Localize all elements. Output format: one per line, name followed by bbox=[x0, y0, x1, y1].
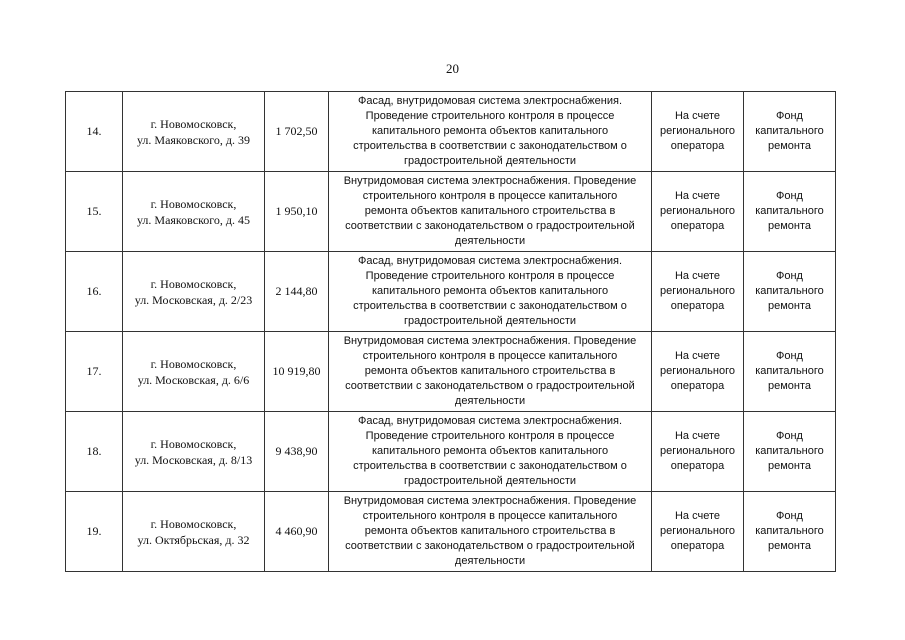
address-cell bbox=[123, 412, 265, 492]
account-line: оператора bbox=[670, 540, 725, 552]
work-type-line: Проведение строительного контроля в процессе bbox=[365, 270, 615, 282]
work-type-cell bbox=[329, 92, 652, 172]
address-line: г. Новомосковск, bbox=[150, 276, 237, 291]
account-line: оператора bbox=[670, 300, 725, 312]
funding-source-line: ремонта bbox=[767, 220, 812, 232]
account-cell bbox=[652, 332, 744, 412]
account-line: регионального bbox=[660, 365, 735, 377]
address-line: г. Новомосковск, bbox=[150, 356, 237, 371]
work-type-line: капитального ремонта объектов капитального bbox=[371, 125, 609, 137]
table-row bbox=[66, 332, 836, 412]
funding-source-line: капитального bbox=[755, 525, 824, 537]
account-line: регионального bbox=[660, 445, 735, 457]
address-line: г. Новомосковск, bbox=[150, 196, 237, 211]
work-type-cell bbox=[329, 492, 652, 572]
work-type-line: строительного контроля в процессе капитального bbox=[362, 510, 618, 522]
funding-source-cell bbox=[744, 492, 836, 572]
work-type-line: соответствии с законодательством о градостроительной bbox=[345, 540, 635, 552]
funding-source-line: ремонта bbox=[767, 460, 812, 472]
account-line: На счете bbox=[674, 190, 720, 202]
account-line: регионального bbox=[660, 125, 735, 137]
funding-source-line: ремонта bbox=[767, 140, 812, 152]
account-line: На счете bbox=[674, 350, 720, 362]
address-line: г. Новомосковск, bbox=[150, 436, 237, 451]
row-number-cell: 16. bbox=[66, 252, 123, 332]
account-line: На счете bbox=[674, 270, 720, 282]
cost-cell: 2 144,80 bbox=[265, 252, 329, 332]
row-number-cell: 15. bbox=[66, 172, 123, 252]
funding-source-line: Фонд bbox=[776, 350, 803, 362]
work-type-line: Проведение строительного контроля в процессе bbox=[365, 430, 615, 442]
work-type-line: строительства в соответствии с законодательством о bbox=[353, 460, 627, 472]
funding-source-cell bbox=[744, 172, 836, 252]
row-number-cell: 19. bbox=[66, 492, 123, 572]
address-cell bbox=[123, 172, 265, 252]
account-line: оператора bbox=[670, 460, 725, 472]
account-line: На счете bbox=[674, 110, 720, 122]
funding-source-line: капитального bbox=[755, 125, 824, 137]
work-type-line: строительного контроля в процессе капитального bbox=[362, 190, 618, 202]
work-type-line: соответствии с законодательством о градостроительной bbox=[345, 380, 635, 392]
account-cell bbox=[652, 412, 744, 492]
account-line: регионального bbox=[660, 205, 735, 217]
funding-source-cell bbox=[744, 92, 836, 172]
table-body bbox=[66, 92, 836, 572]
work-type-cell bbox=[329, 172, 652, 252]
work-type-cell bbox=[329, 252, 652, 332]
work-type-line: ремонта объектов капитального строительства в bbox=[364, 365, 616, 377]
address-cell bbox=[123, 492, 265, 572]
work-type-line: деятельности bbox=[454, 555, 526, 567]
work-type-line: Внутридомовая система электроснабжения. Проведение bbox=[343, 175, 637, 187]
account-line: оператора bbox=[670, 380, 725, 392]
work-type-line: строительства в соответствии с законодательством о bbox=[353, 300, 627, 312]
address-cell bbox=[123, 252, 265, 332]
work-type-line: строительного контроля в процессе капитального bbox=[362, 350, 618, 362]
funding-source-cell bbox=[744, 332, 836, 412]
row-number-cell: 14. bbox=[66, 92, 123, 172]
cost-cell: 10 919,80 bbox=[265, 332, 329, 412]
address-line: ул. Московская, д. 8/13 bbox=[134, 452, 253, 467]
address-line: ул. Маяковского, д. 39 bbox=[136, 132, 251, 147]
funding-source-line: капитального bbox=[755, 205, 824, 217]
funding-source-line: Фонд bbox=[776, 190, 803, 202]
account-line: На счете bbox=[674, 510, 720, 522]
work-type-line: градостроительной деятельности bbox=[403, 155, 577, 167]
work-type-line: Внутридомовая система электроснабжения. Проведение bbox=[343, 335, 637, 347]
work-type-line: ремонта объектов капитального строительства в bbox=[364, 205, 616, 217]
work-type-line: Фасад, внутридомовая система электроснабжения. bbox=[357, 95, 623, 107]
work-type-line: Внутридомовая система электроснабжения. Проведение bbox=[343, 495, 637, 507]
funding-source-line: капитального bbox=[755, 285, 824, 297]
cost-cell: 4 460,90 bbox=[265, 492, 329, 572]
funding-source-line: капитального bbox=[755, 365, 824, 377]
account-cell bbox=[652, 172, 744, 252]
address-line: ул. Октябрьская, д. 32 bbox=[137, 532, 250, 547]
work-type-line: ремонта объектов капитального строительства в bbox=[364, 525, 616, 537]
funding-source-cell bbox=[744, 412, 836, 492]
account-line: регионального bbox=[660, 285, 735, 297]
account-line: оператора bbox=[670, 220, 725, 232]
funding-source-line: Фонд bbox=[776, 270, 803, 282]
account-line: На счете bbox=[674, 430, 720, 442]
funding-source-line: капитального bbox=[755, 445, 824, 457]
address-line: ул. Московская, д. 2/23 bbox=[134, 292, 253, 307]
row-number-cell: 17. bbox=[66, 332, 123, 412]
repair-registry-table bbox=[65, 91, 836, 572]
work-type-line: соответствии с законодательством о градостроительной bbox=[345, 220, 635, 232]
work-type-line: деятельности bbox=[454, 395, 526, 407]
address-line: г. Новомосковск, bbox=[150, 516, 237, 531]
cost-cell: 9 438,90 bbox=[265, 412, 329, 492]
work-type-cell bbox=[329, 332, 652, 412]
address-line: ул. Маяковского, д. 45 bbox=[136, 212, 251, 227]
table-row bbox=[66, 412, 836, 492]
work-type-line: деятельности bbox=[454, 235, 526, 247]
funding-source-line: Фонд bbox=[776, 110, 803, 122]
work-type-line: градостроительной деятельности bbox=[403, 315, 577, 327]
funding-source-line: Фонд bbox=[776, 430, 803, 442]
account-line: регионального bbox=[660, 525, 735, 537]
work-type-line: строительства в соответствии с законодательством о bbox=[353, 140, 627, 152]
work-type-line: градостроительной деятельности bbox=[403, 475, 577, 487]
work-type-line: капитального ремонта объектов капитального bbox=[371, 445, 609, 457]
funding-source-line: Фонд bbox=[776, 510, 803, 522]
funding-source-line: ремонта bbox=[767, 300, 812, 312]
row-number-cell: 18. bbox=[66, 412, 123, 492]
cost-cell: 1 950,10 bbox=[265, 172, 329, 252]
cost-cell: 1 702,50 bbox=[265, 92, 329, 172]
table-row bbox=[66, 252, 836, 332]
table-row bbox=[66, 172, 836, 252]
work-type-cell bbox=[329, 412, 652, 492]
account-cell bbox=[652, 92, 744, 172]
work-type-line: капитального ремонта объектов капитального bbox=[371, 285, 609, 297]
work-type-line: Проведение строительного контроля в процессе bbox=[365, 110, 615, 122]
account-cell bbox=[652, 492, 744, 572]
account-cell bbox=[652, 252, 744, 332]
funding-source-line: ремонта bbox=[767, 540, 812, 552]
funding-source-cell bbox=[744, 252, 836, 332]
work-type-line: Фасад, внутридомовая система электроснабжения. bbox=[357, 415, 623, 427]
page-number: 20 bbox=[446, 61, 459, 76]
address-cell bbox=[123, 332, 265, 412]
account-line: оператора bbox=[670, 140, 725, 152]
table-row bbox=[66, 92, 836, 172]
address-line: г. Новомосковск, bbox=[150, 116, 237, 131]
table-row bbox=[66, 492, 836, 572]
work-type-line: Фасад, внутридомовая система электроснабжения. bbox=[357, 255, 623, 267]
address-cell bbox=[123, 92, 265, 172]
address-line: ул. Московская, д. 6/6 bbox=[137, 372, 250, 387]
funding-source-line: ремонта bbox=[767, 380, 812, 392]
